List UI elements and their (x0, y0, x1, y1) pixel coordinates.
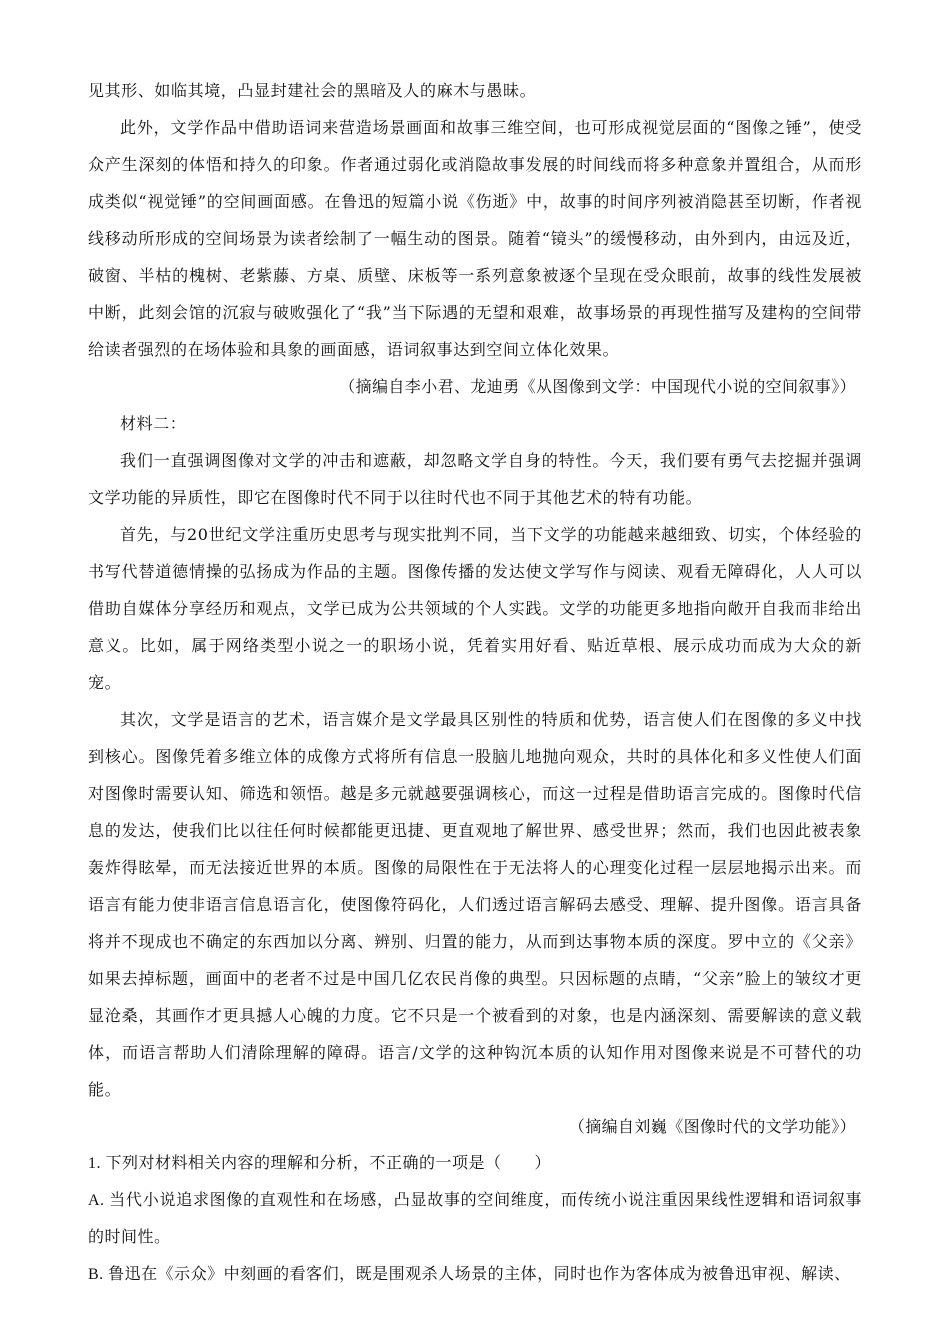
material2-heading: 材料二： (120, 414, 187, 433)
document-body (88, 72, 862, 1293)
material2-paragraph: 首先，与20世纪文学注重历史思考与现实批判不同，当下文学的功能越来越细致、切实，个体经验的书写代替道德情操的弘扬成为作品的主题。图像传播的发达使文学写作与阅读、观看无障碍化，人人可以借助自媒体分享经历和观点，文学已成为公共领域的个人实践。文学的功能更多地指向敞开自我而非给出意义。比如，属于网络类型小说之一的职场小说，凭着实用好看、贴近草根、展示成功而成为大众的新宠。 (88, 525, 862, 692)
material2-source: （摘编自刘巍《图像时代的文学功能》） (568, 1117, 856, 1136)
question-option-a: A. 当代小说追求图像的直观性和在场感，凸显故事的空间维度，而传统小说注重因果线性逻辑和语词叙事的时间性。 (88, 1192, 862, 1246)
material2-paragraph: 其次，文学是语言的艺术，语言媒介是文学最具区别性的特质和优势，语言使人们在图像的多义中找到核心。图像凭着多维立体的成像方式将所有信息一股脑儿地抛向观众，共时的具体化和多义性使人们面对图像时需要认知、筛选和领悟。越是多元就越要强调核心，而这一过程是借助语言完成的。图像时代信息的发达，使我们比以往任何时候都能更迅捷、更直观地了解世界、感受世界；然而，我们也因此被表象轰炸得眩晕，而无法接近世界的本质。图像的局限性在于无法将人的心理变化过程一层层地揭示出来。而语言有能力使非语言信息语言化，使图像符码化，人们透过语言解码去感受、理解、提升图像。语言具备将并不现成也不确定的东西加以分离、辨别、归置的能力，从而到达事物本质的深度。罗中立的《父亲》如果去掉标题，画面中的老者不过是中国几亿农民肖像的典型。只因标题的点睛，“父亲”脸上的皱纹才更显沧桑，其画作才更具撼人心魄的力度。它不只是一个被看到的对象，也是内涵深刻、需要解读的意义载体，而语言帮助人们清除理解的障碍。语言/文学的这种钩沉本质的认知作用对图像来说是不可替代的功能。 (88, 710, 862, 1099)
material1-continuation: 见其形、如临其境，凸显封建社会的黑暗及人的麻木与愚昧。 (88, 81, 537, 100)
material1-paragraph: 此外，文学作品中借助语词来营造场景画面和故事三维空间，也可形成视觉层面的“图像之锤”，使受众产生深刻的体悟和持久的印象。作者通过弱化或消隐故事发展的时间线而将多种意象并置组合，从而形成类似“视觉锤”的空间画面感。在鲁迅的短篇小说《伤逝》中，故事的时间序列被消隐甚至切断，作者视线移动所形成的空间场景为读者绘制了一幅生动的图景。随着“镜头”的缓慢移动，由外到内，由远及近，破窗、半枯的槐树、老紫藤、方桌、质壁、床板等一系列意象被逐个呈现在受众眼前，故事的线性发展被中断，此刻会馆的沉寂与破败强化了“我”当下际遇的无望和艰难，故事场景的再现性描写及建构的空间带给读者强烈的在场体验和具象的画面感，语词叙事达到空间立体化效果。 (88, 118, 862, 359)
material2-paragraph: 我们一直强调图像对文学的冲击和遮蔽，却忽略文学自身的特性。今天，我们要有勇气去挖掘并强调文学功能的异质性，即它在图像时代不同于以往时代也不同于其他艺术的特有功能。 (88, 451, 862, 507)
question-stem: 1. 下列对材料相关内容的理解和分析，不正确的一项是（ ） (88, 1155, 552, 1172)
question-option-b: B. 鲁迅在《示众》中刻画的看客们，既是围观杀人场景的主体，同时也作为客体成为被鲁迅审视、解读、 (88, 1266, 851, 1283)
material1-source: （摘编自李小君、龙迪勇《从图像到文学：中国现代小说的空间叙事》） (339, 377, 856, 396)
